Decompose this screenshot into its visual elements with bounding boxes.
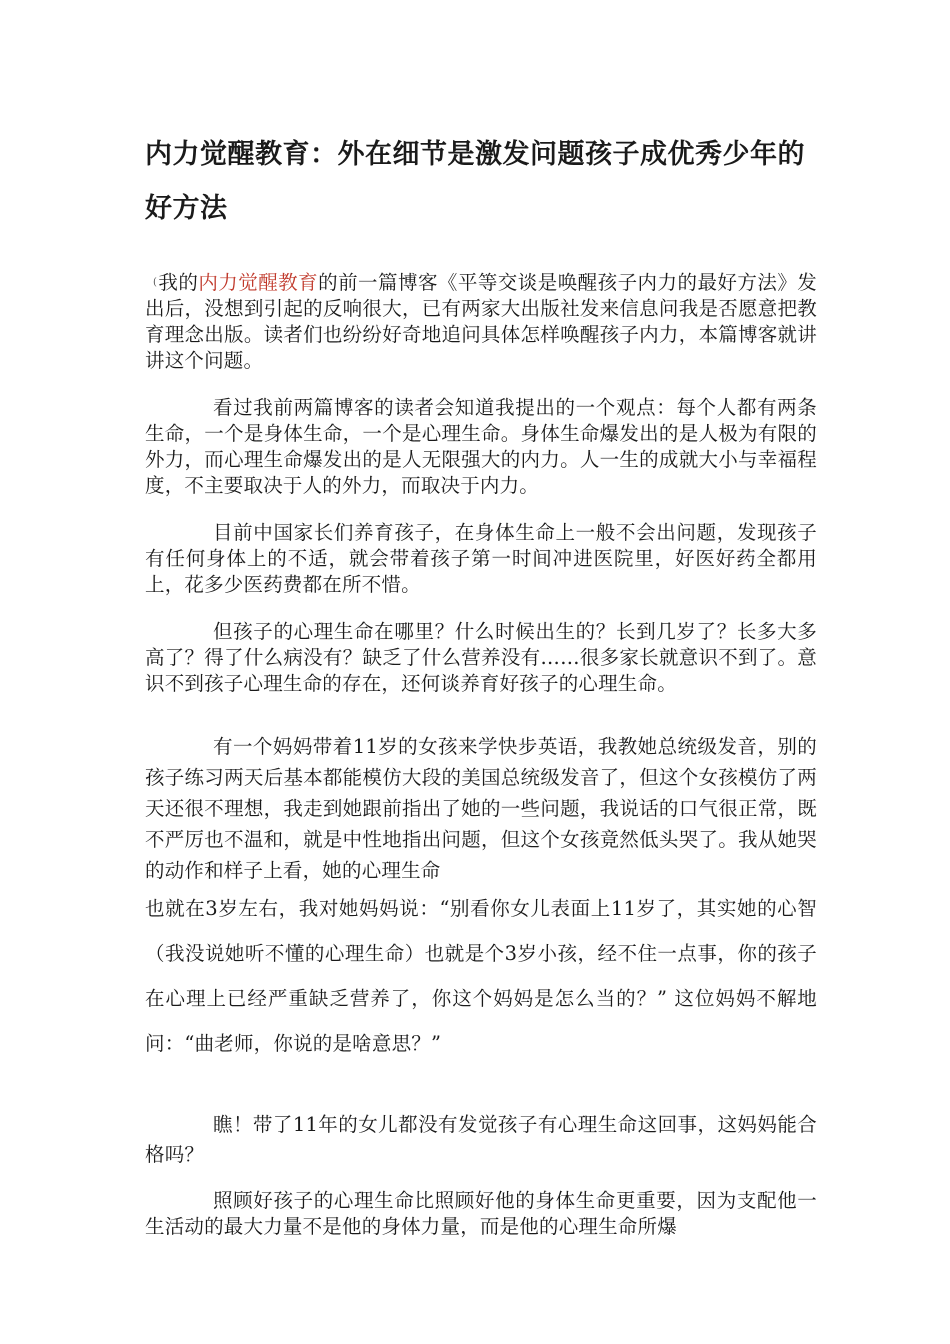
paragraph-physical-care: 目前中国家长们养育孩子，在身体生命上一般不会出问题，发现孩子有任何身体上的不适，就会带着孩子第一时间冲进医院里，好医好药全都用上，花多少医药费都在所不惜。 [145,521,817,596]
paragraph-two-lives: 看过我前两篇博客的读者会知道我提出的一个观点：每个人都有两条生命，一个是身体生命，一个是心理生命。身体生命爆发出的是人极为有限的外力，而心理生命爆发出的是人无限强大的内力。人一生的成就大小与幸福程度，不主要取决于人的外力，而取决于内力。 [145,396,817,497]
article-title: 内力觉醒教育：外在细节是激发问题孩子成优秀少年的好方法 [145,139,805,224]
intro-text-post: 的前一篇博客《平等交谈是唤醒孩子内力的最好方法》发出后，没想到引起的反响很大，已有两家大出版社发来信息问我是否愿意把教育理念出版。读者们也纷纷好奇地追问具体怎样唤醒孩子内力，本篇博客就讲讲这个问题。 [145,271,817,372]
paragraph-story-part1: 有一个妈妈带着11岁的女孩来学快步英语，我教她总统级发音，别的孩子练习两天后基本都能模仿大段的美国总统级发音了，但这个女孩模仿了两天还很不理想，我走到她跟前指出了她的一些问题，我说话的口气很正常，既不严厉也不温和，就是中性地指出问题，但这个女孩竟然低头哭了。我从她哭的动作和样子上看，她的心理生命 [145,735,817,882]
document-page [145,128,817,1240]
inner-awakening-link[interactable]: 内力觉醒教育 [198,271,319,294]
paragraph-conclusion: 照顾好孩子的心理生命比照顾好他的身体生命更重要，因为支配他一生活动的最大力量不是他的身体力量，而是他的心理生命所爆 [145,1189,817,1238]
edit-mark: ( [153,277,158,288]
paragraph-exclamation: 瞧！带了11年的女儿都没有发觉孩子有心理生命这回事，这妈妈能合格吗？ [145,1113,817,1166]
paragraph-intro [145,270,817,374]
paragraph-psychological-life: 但孩子的心理生命在哪里？什么时候出生的？长到几岁了？长多大多高了？得了什么病没有？缺乏了什么营养没有……很多家长就意识不到了。意识不到孩子心理生命的存在，还何谈养育好孩子的心理生命。 [145,620,817,695]
intro-text-pre: 我的 [158,271,199,294]
paragraph-story-part2: 也就在3岁左右，我对她妈妈说：“别看你女儿表面上11岁了，其实她的心智（我没说她听不懂的心理生命）也就是个3岁小孩，经不住一点事，你的孩子在心理上已经严重缺乏营养了，你这个妈妈是怎么当的？” 这位妈妈不解地问：“曲老师，你说的是啥意思？” [145,897,817,1055]
